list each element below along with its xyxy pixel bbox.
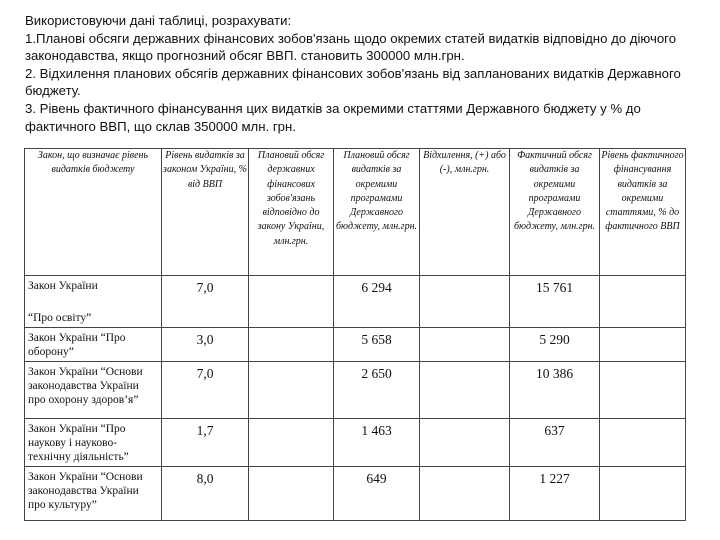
- law-name: Закон України “Основи законодавства України про культуру”: [28, 471, 143, 511]
- instruction-3: 3. Рівень фактичного фінансування цих видатків за окремими статтями Державного бюджету у % до фактичного ВВП, що склав 350000 млн. грн.: [25, 100, 641, 134]
- deviation-cell: [420, 419, 510, 467]
- deviation-cell: [420, 467, 510, 521]
- actual-rate-cell: [600, 276, 686, 328]
- actual-cell: 1 227: [510, 467, 600, 521]
- header-deviation: Відхилення, (+) або (-), млн.грн.: [420, 149, 510, 276]
- actual-cell: 15 761: [510, 276, 600, 328]
- budget-table: [24, 148, 686, 521]
- law-name: Закон України “Про наукову і науково-технічну діяльність”: [28, 423, 129, 463]
- planned-expenditure-cell: 649: [334, 467, 420, 521]
- planned-expenditure-cell: 6 294: [334, 276, 420, 328]
- planned-obligations-cell: [249, 467, 334, 521]
- law-cell: [25, 328, 162, 362]
- header-actual-rate: Рівень фактичного фінансування видатків за окремими статтями, % до фактичного ВВП: [600, 149, 686, 276]
- law-cell: [25, 419, 162, 467]
- instruction-2: 2. Відхилення планових обсягів державних фінансових зобов'язань від запланованих видатків Державного бюджету.: [25, 65, 681, 99]
- header-law: Закон, що визначає рівень видатків бюджету: [25, 149, 162, 276]
- deviation-cell: [420, 362, 510, 419]
- rate-cell: 3,0: [162, 328, 249, 362]
- actual-cell: 10 386: [510, 362, 600, 419]
- planned-obligations-cell: [249, 328, 334, 362]
- rate-cell: 8,0: [162, 467, 249, 521]
- task-instructions: [25, 12, 705, 135]
- actual-rate-cell: [600, 419, 686, 467]
- deviation-cell: [420, 328, 510, 362]
- header-planned-expenditure: Плановий обсяг видатків за окремими програмами Державного бюджету, млн.грн.: [334, 149, 420, 276]
- actual-cell: 5 290: [510, 328, 600, 362]
- rate-cell: 7,0: [162, 276, 249, 328]
- law-name-sub: “Про освіту”: [28, 312, 92, 324]
- table-row: [25, 276, 686, 328]
- actual-rate-cell: [600, 467, 686, 521]
- header-rate: Рівень видатків за законом України, % від ВВП: [162, 149, 249, 276]
- actual-cell: 637: [510, 419, 600, 467]
- instruction-1: 1.Планові обсяги державних фінансових зобов'язань щодо окремих статей видатків відповідно до діючого законодавства, якщо прогнозний обсяг ВВП. становить 300000 млн.грн.: [25, 30, 677, 64]
- table-header-row: [25, 149, 686, 276]
- deviation-cell: [420, 276, 510, 328]
- rate-cell: 7,0: [162, 362, 249, 419]
- planned-expenditure-cell: 2 650: [334, 362, 420, 419]
- actual-rate-cell: [600, 362, 686, 419]
- planned-expenditure-cell: 1 463: [334, 419, 420, 467]
- rate-cell: 1,7: [162, 419, 249, 467]
- law-cell: [25, 467, 162, 521]
- law-name: Закон України: [28, 280, 98, 292]
- header-actual: Фактичний обсяг видатків за окремими програмами Державного бюджету, млн.грн.: [510, 149, 600, 276]
- planned-obligations-cell: [249, 276, 334, 328]
- law-name: Закон України “Про оборону”: [28, 332, 126, 358]
- instruction-intro: Використовуючи дані таблиці, розрахувати:: [25, 13, 292, 28]
- law-cell: [25, 276, 162, 328]
- planned-obligations-cell: [249, 419, 334, 467]
- table-row: [25, 467, 686, 521]
- planned-obligations-cell: [249, 362, 334, 419]
- table-row: [25, 419, 686, 467]
- table-row: [25, 362, 686, 419]
- header-planned-obligations: Плановий обсяг державних фінансових зобов'язань відповідно до закону України, млн.грн.: [249, 149, 334, 276]
- law-cell: [25, 362, 162, 419]
- planned-expenditure-cell: 5 658: [334, 328, 420, 362]
- actual-rate-cell: [600, 328, 686, 362]
- law-name: Закон України “Основи законодавства України про охорону здоров’я”: [28, 366, 143, 406]
- table-row: [25, 328, 686, 362]
